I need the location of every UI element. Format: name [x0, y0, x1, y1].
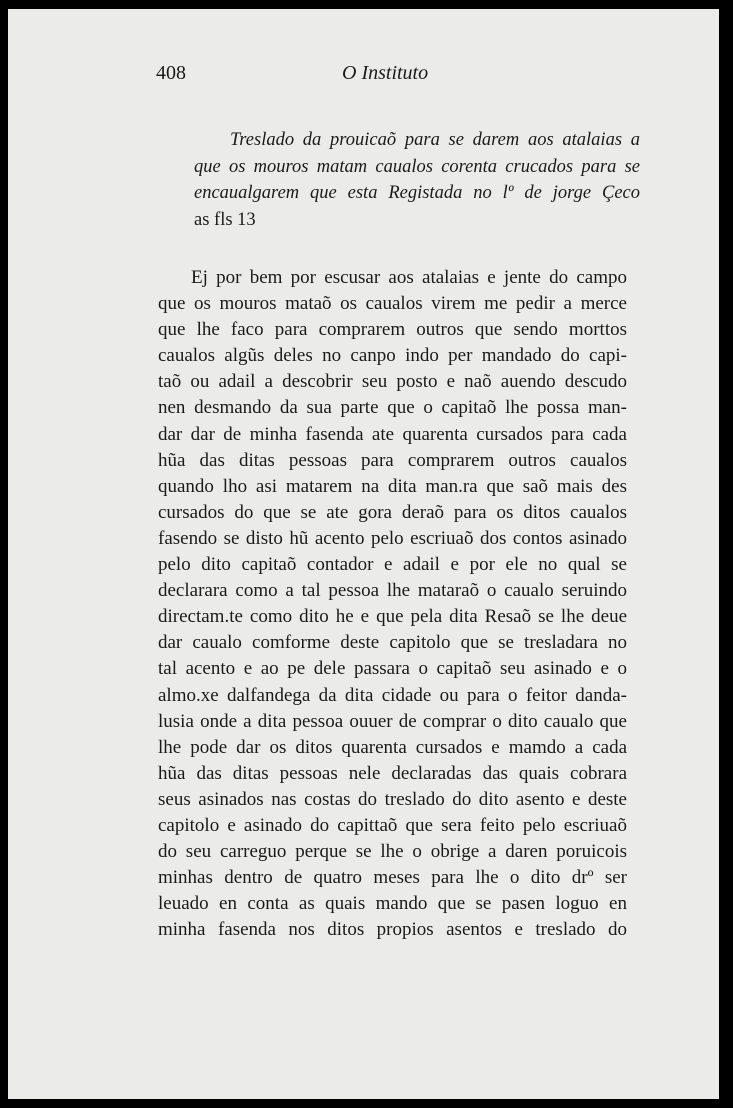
- body-line: dar dar de minha fasenda ate quarenta cursados para cada: [158, 423, 627, 445]
- body-line: que lhe faco para comprarem outros que sendo morttos: [158, 319, 627, 341]
- body-text: [158, 265, 627, 943]
- body-line: tal acento e ao pe dele passara o capitaõ seu asinado e o: [158, 658, 627, 680]
- body-line: almo.xe dalfandega da dita cidade ou para o feitor danda-: [158, 684, 627, 706]
- page-header: [8, 62, 719, 92]
- heading-line: as fls 13: [194, 209, 256, 230]
- body-line: nen desmando da sua parte que o capitaõ lhe possa man-: [158, 397, 627, 419]
- heading-line: Treslado da prouicaõ para se darem aos atalaias a: [230, 130, 640, 150]
- body-line: directam.te como dito he e que pela dita Resaõ se lhe deue: [158, 606, 627, 628]
- body-line: Ej por bem por escusar aos atalaias e jente do campo: [191, 267, 627, 288]
- body-line: capitolo e asinado do capittaõ que sera feito pelo escriuaõ: [158, 814, 627, 836]
- heading-line: que os mouros matam caualos corenta crucados para se: [194, 156, 640, 177]
- body-line: lusia onde a dita pessoa ouuer de comprar o dito caualo que: [158, 710, 627, 732]
- body-line: que os mouros mataõ os caualos virem me pedir a merce: [158, 293, 627, 315]
- document-heading: [194, 127, 640, 233]
- body-line: hũa das ditas pessoas para comprarem outros caualos: [158, 449, 627, 471]
- body-line: quando lho asi matarem na dita man.ra que saõ mais des: [158, 475, 627, 497]
- heading-line: encaualgarem que esta Registada no lº de jorge Çeco: [194, 183, 640, 203]
- body-line: hũa das ditas pessoas nele declaradas das quais cobrara: [158, 762, 627, 784]
- body-line: seus asinados nas costas do treslado do dito asento e deste: [158, 788, 627, 810]
- body-line: leuado en conta as quais mando que se pasen loguo en: [158, 893, 627, 915]
- body-line: cursados do que se ate gora deraõ para os ditos caualos: [158, 501, 627, 523]
- book-page: [8, 9, 719, 1099]
- body-line: caualos algũs deles no canpo indo per mandado do capi-: [158, 345, 627, 367]
- body-line: fasendo se disto hũ acento pelo escriuaõ dos contos asinado: [158, 527, 627, 549]
- body-line: dar caualo comforme deste capitolo que se tresladara no: [158, 632, 627, 654]
- body-line: taõ ou adail a descobrir seu posto e naõ auendo descudo: [158, 371, 627, 393]
- body-line: declarara como a tal pessoa lhe mataraõ o caualo seruindo: [158, 580, 627, 602]
- body-line: minhas dentro de quatro meses para lhe o dito drº ser: [158, 867, 627, 889]
- running-title: O Instituto: [342, 62, 429, 84]
- body-line: lhe pode dar os ditos quarenta cursados e mamdo a cada: [158, 736, 627, 758]
- page-number: 408: [156, 62, 186, 84]
- body-line: minha fasenda nos ditos propios asentos e treslado do: [158, 919, 627, 941]
- body-line: pelo dito capitaõ contador e adail e por ele no qual se: [158, 554, 627, 576]
- body-line: do seu carreguo perque se lhe o obrige a daren poruicois: [158, 841, 627, 863]
